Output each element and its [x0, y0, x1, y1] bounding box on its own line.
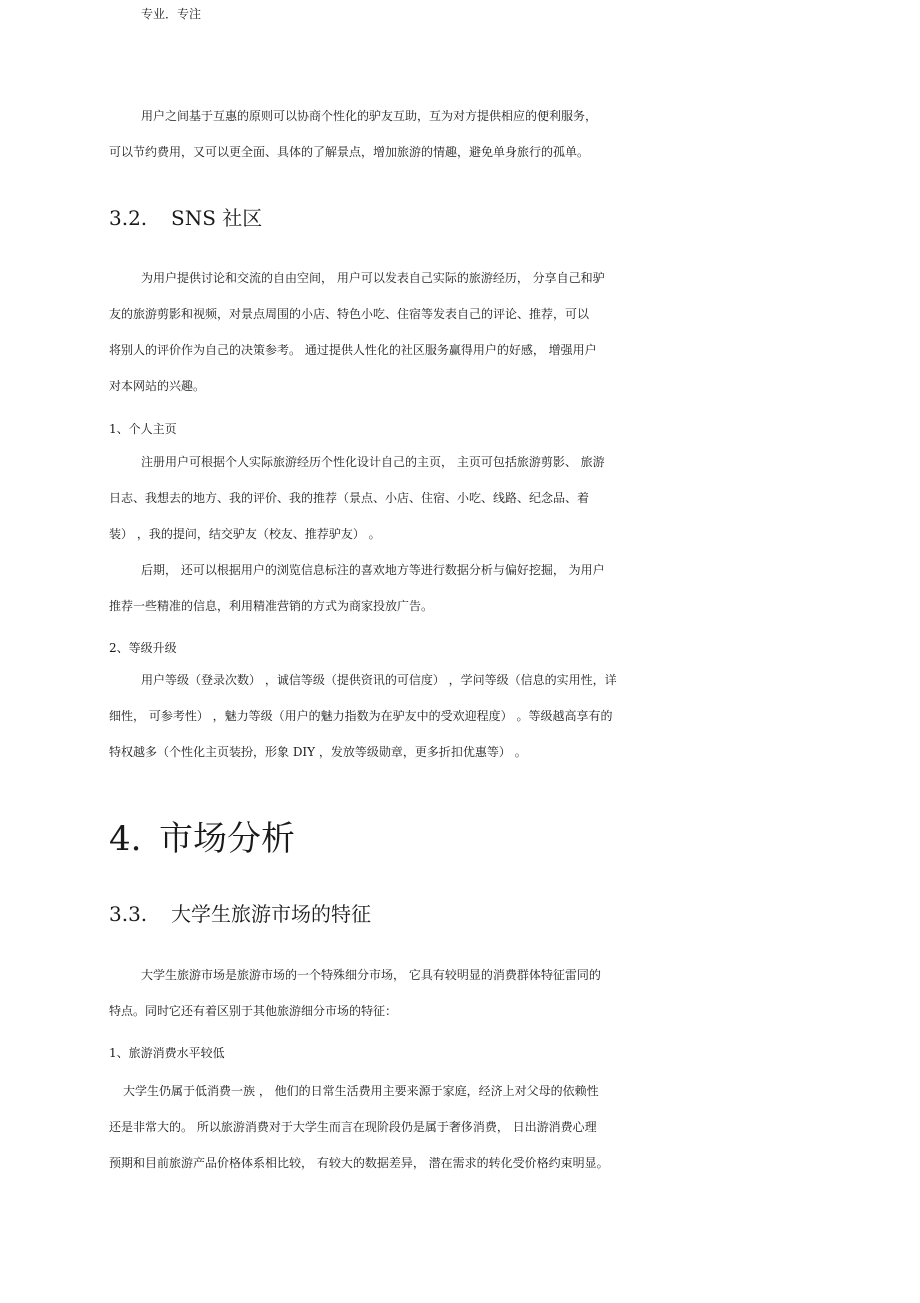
intro-line: 用户之间基于互惠的原则可以协商个性化的驴友互助，互为对方提供相应的便利服务， [141, 109, 598, 123]
paragraph-line: 细性， 可参考性） ，魅力等级（用户的魅力指数为在驴友中的受欢迎程度） 。等级越高享有的 [109, 709, 613, 723]
paragraph-line: 将别人的评价作为自己的决策参考。 通过提供人性化的社区服务赢得用户的好感， 增强用户 [109, 343, 597, 357]
chapter-title: 市场分析 [159, 819, 295, 859]
level-paragraph [109, 662, 617, 770]
paragraph-line: 后期， 还可以根据用户的浏览信息标注的喜欢地方等进行数据分析与偏好挖掘， 为用户 [141, 563, 605, 577]
section-title: SNS 社区 [171, 206, 263, 230]
chapter-number: 4. [109, 819, 142, 859]
paragraph-line: 推荐一些精准的信息，利用精准营销的方式为商家投放广告。 [109, 599, 434, 613]
paragraph-line: 装） ，我的提问，结交驴友（校友、推荐驴友） 。 [109, 527, 381, 541]
section-heading-student-market [109, 898, 371, 927]
subheading-personal-homepage: 1、个人主页 [109, 422, 177, 436]
sns-paragraph [109, 260, 605, 404]
section-number: 3.2. [109, 206, 148, 230]
intro-line: 可以节约费用，又可以更全面、具体的了解景点，增加旅游的情趣，避免单身旅行的孤单。 [109, 145, 590, 159]
paragraph-line: 还是非常大的。 所以旅游消费对于大学生而言在现阶段仍是属于奢侈消费， 日出游消费心理 [109, 1120, 597, 1134]
homepage-paragraph [109, 444, 605, 624]
paragraph-line: 特权越多（个性化主页装扮，形象 DIY ，发放等级勋章，更多折扣优惠等） 。 [109, 745, 527, 759]
page-header: 专业．专注 [141, 7, 202, 21]
paragraph-line: 日志、我想去的地方、我的评价、我的推荐（景点、小店、住宿、小吃、线路、纪念品、着 [109, 491, 590, 505]
paragraph-line: 注册用户可根据个人实际旅游经历个性化设计自己的主页， 主页可包括旅游剪影、 旅游 [141, 455, 605, 469]
paragraph-line: 大学生仍属于低消费一族 ， 他们的日常生活费用主要来源于家庭，经济上对父母的依赖性 [123, 1084, 599, 1098]
paragraph-line: 大学生旅游市场是旅游市场的一个特殊细分市场， 它具有较明显的消费群体特征雷同的 [141, 968, 601, 982]
subheading-low-consumption: 1、旅游消费水平较低 [109, 1046, 225, 1060]
subheading-level-upgrade: 2、等级升级 [109, 641, 177, 655]
paragraph-line: 特点。同时它还有着区别于其他旅游细分市场的特征： [109, 1004, 398, 1018]
section-heading-sns [109, 202, 262, 231]
paragraph-line: 对本网站的兴趣。 [109, 379, 206, 393]
paragraph-line: 预期和目前旅游产品价格体系相比较， 有较大的数据差异， 潜在需求的转化受价格约束明显。 [109, 1156, 609, 1170]
paragraph-line: 友的旅游剪影和视频，对景点周围的小店、特色小吃、住宿等发表自己的评论、推荐，可以 [109, 307, 590, 321]
section-number: 3.3. [109, 902, 148, 926]
chapter-heading-market [109, 811, 295, 860]
consumption-paragraph [109, 1073, 609, 1181]
paragraph-line: 为用户提供讨论和交流的自由空间， 用户可以发表自己实际的旅游经历， 分享自己和驴 [141, 271, 605, 285]
paragraph-line: 用户等级（登录次数） ，诚信等级（提供资讯的可信度） ，学问等级（信息的实用性，详 [141, 673, 617, 687]
section-title: 大学生旅游市场的特征 [171, 902, 371, 926]
student-paragraph [109, 957, 601, 1029]
intro-paragraph [109, 98, 597, 170]
